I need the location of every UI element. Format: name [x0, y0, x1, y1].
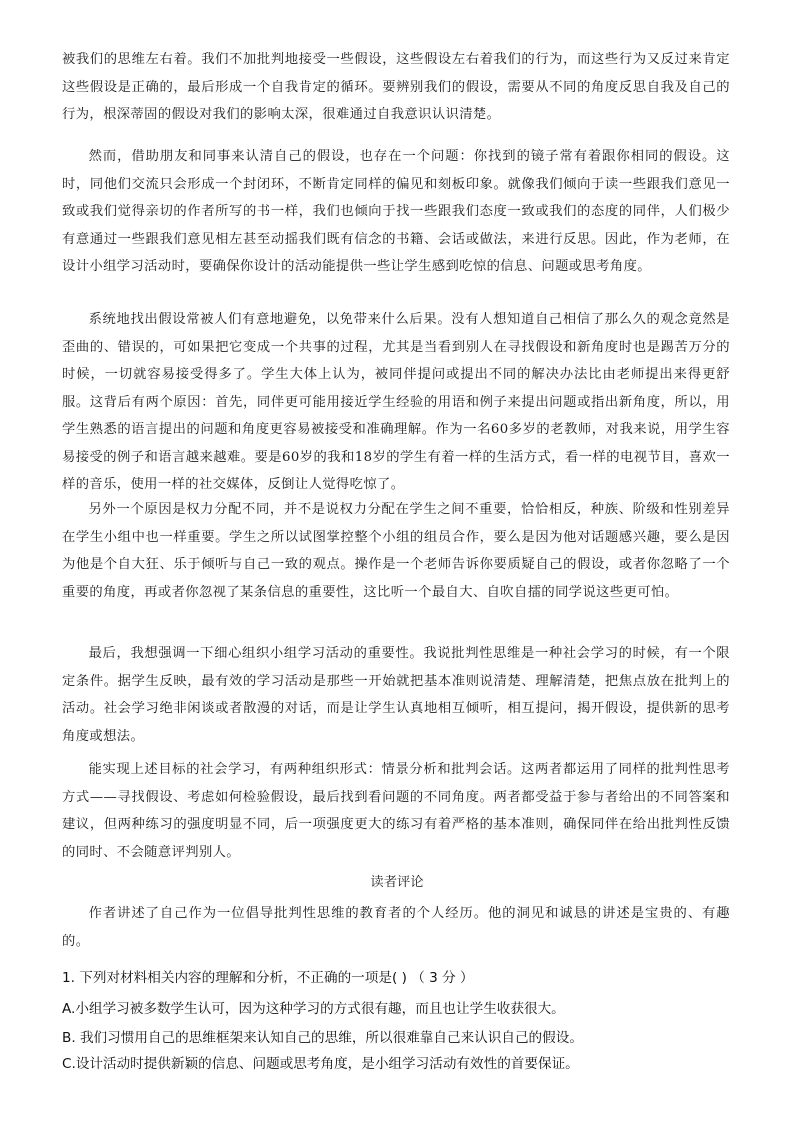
option-b: B. 我们习惯用自己的思维框架来认知自己的思维，所以很难靠自己来认识自己的假设。: [62, 1030, 583, 1046]
question-stem: 1. 下列对材料相关内容的理解和分析，不正确的一项是( ) （ 3 分 ）: [62, 970, 474, 986]
option-a: A.小组学习被多数学生认可，因为这种学习的方式很有趣，而且也让学生收获很大。: [62, 1001, 565, 1017]
paragraph-2: 然而，借助朋友和同事来认清自己的假设，也存在一个问题：你找到的镜子常有着跟你相同的假设。这时，同他们交流只会形成一个封闭环，不断肯定同样的偏见和刻板印象。就像我们倾向于读一些跟我们意见一致或我们觉得亲切的作者所写的书一样，我们也倾向于找一些跟我们态度一致或我们的态度的同伴，人们极少有意通过一些跟我们意见相左甚至动摇我们既有信念的书籍、会话或做法，来进行反思。因此，作为老师，在设计小组学习活动时，要确保你设计的活动能提供一些让学生感到吃惊的信息、问题或思考角度。: [62, 149, 730, 274]
paragraph-1: 被我们的思维左右着。我们不加批判地接受一些假设，这些假设左右着我们的行为，而这些行为又反过来肯定这些假设是正确的，最后形成一个自我肯定的循环。要辨别我们的假设，需要从不同的角度反思自我及自己的行为，根深蒂固的假设对我们的影响太深，很难通过自我意识认识清楚。: [62, 52, 730, 122]
commentary-heading: 读者评论: [370, 875, 424, 890]
paragraph-5: 最后，我想强调一下细心组织小组学习活动的重要性。我说批判性思维是一种社会学习的时候，有一个限定条件。据学生反映，最有效的学习活动是那些一开始就把基本准则说清楚、理解清楚，把焦点放在批判上的活动。社会学习绝非闲谈或者散漫的对话，而是让学生认真地相互倾听，相互提问，揭开假设，提供新的思考角度或想法。: [62, 646, 730, 744]
paragraph-3: 系统地找出假设常被人们有意地避免，以免带来什么后果。没有人想知道自己相信了那么久的观念竟然是歪曲的、错误的，可如果把它变成一个共事的过程，尤其是当看到别人在寻找假设和新角度时也是踢苦万分的时候，一切就容易接受得多了。学生大体上认为，被同伴提问或提出不同的解决办法比由老师提出来得更舒服。这背后有两个原因：首先，同伴更可能用接近学生经验的用语和例子来提出问题或指出新角度，所以，用学生熟悉的语言提出的问题和角度更容易被接受和准确理解。作为一名60多岁的老教师，对我来说，用学生容易接受的例子和语言越来越难。要是60岁的我和18岁的学生有着一样的生活方式，看一样的电视节目，喜欢一样的音乐，使用一样的社交媒体，反倒让人觉得吃惊了。: [62, 312, 730, 492]
commentary-text: 作者讲述了自己作为一位倡导批判性思维的教育者的个人经历。他的洞见和诚恳的讲述是宝贵的、有趣的。: [62, 906, 730, 949]
option-c: C.设计活动时提供新颖的信息、问题或思考角度，是小组学习活动有效性的首要保证。: [62, 1056, 579, 1072]
paragraph-6: 能实现上述目标的社会学习，有两种组织形式：情景分析和批判会话。这两者都运用了同样的批判性思考方式——寻找假设、考虑如何检验假设，最后找到看问题的不同角度。两者都受益于参与者给出的不同答案和建议，但两种练习的强度明显不同，后一项强度更大的练习有着严格的基本准则，确保同伴在给出批判性反馈的同时、不会随意评判别人。: [62, 762, 730, 860]
paragraph-4: 另外一个原因是权力分配不同，并不是说权力分配在学生之间不重要，恰恰相反，种族、阶级和性别差异在学生小组中也一样重要。学生之所以试图掌控整个小组的组员合作，要么是因为他对话题感兴趣，要么是因为他是个自大狂、乐于倾听与自己一致的观点。操作是一个老师告诉你要质疑自己的假设，或者你忽略了一个重要的角度，再或者你忽视了某条信息的重要性，这比听一个最自大、自吹自擂的同学说这些更可怕。: [62, 502, 730, 600]
